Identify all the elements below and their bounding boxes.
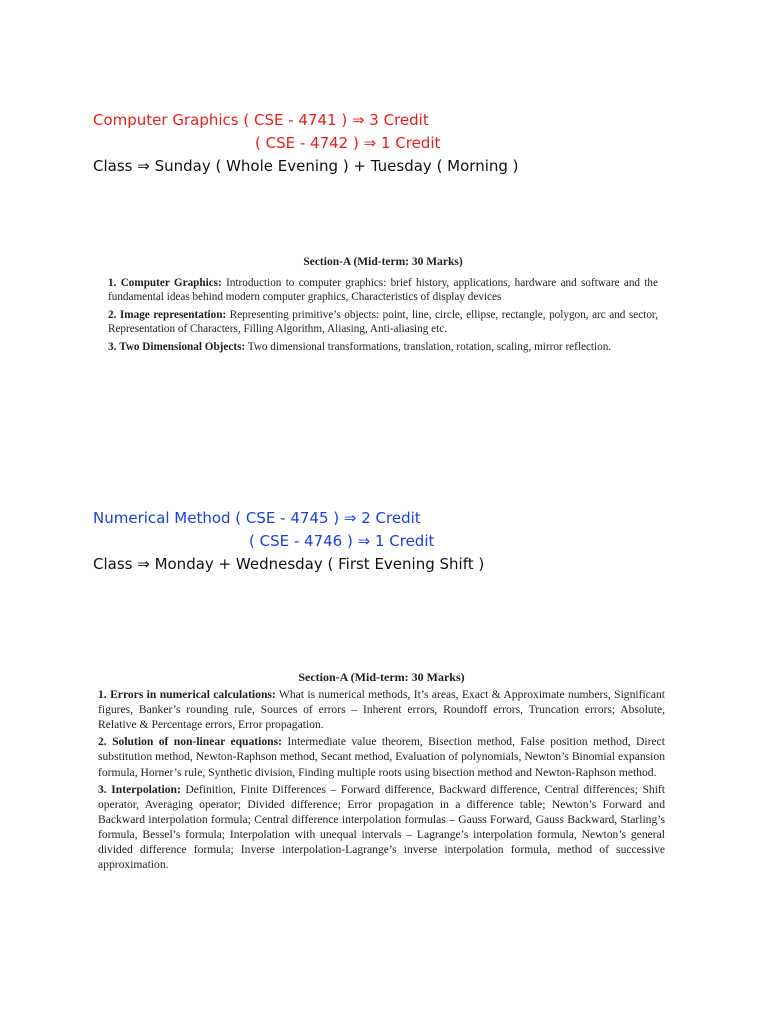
cg-section-title: Section-A (Mid-term: 30 Marks) [303, 256, 463, 268]
cg-topic-1-name: Computer Graphics: [120, 276, 222, 289]
cg-topic-1 [108, 276, 658, 305]
cg-topic-2 [108, 308, 658, 337]
cg-course-line-1: Computer Graphics ( CSE - 4741 ) ⇒ 3 Credit [93, 111, 429, 129]
cg-topic-3-number: 3. [108, 340, 117, 353]
cg-syllabus-section [108, 255, 658, 358]
cg-topic-3 [108, 340, 658, 355]
nm-topic-2-name: Solution of non-linear equations: [112, 735, 283, 749]
nm-topic-2-text: Intermediate value theorem, Bisection method, False position method, Direct substitution method, Newton-Raphson method, Secant method, Evaluation of polynomials, Newton’s Binomial expansion formula, Horner’s rule, Synthetic division, Finding multiple roots using bisection method and Newton-Raphson method. [98, 735, 665, 779]
nm-class-schedule: Class ⇒ Monday + Wednesday ( First Evening Shift ) [93, 555, 485, 573]
nm-course-line-1: Numerical Method ( CSE - 4745 ) ⇒ 2 Credit [93, 509, 421, 527]
nm-topic-1-number: 1. [98, 688, 107, 702]
cg-topic-2-name: Image representation: [119, 308, 227, 321]
nm-topic-3-number: 3. [98, 782, 107, 796]
cg-topic-2-number: 2. [108, 308, 117, 321]
cg-course-line-2: ( CSE - 4742 ) ⇒ 1 Credit [255, 134, 441, 152]
cg-topic-2-text: Representing primitive’s objects: point, line, circle, ellipse, rectangle, polygon, arc and sector, Representation of Characters, Filling Algorithm, Aliasing, Anti-aliasing etc. [108, 308, 658, 336]
nm-syllabus-section [98, 670, 665, 874]
cg-topic-1-text: Introduction to computer graphics: brief history, applications, hardware and software and the fundamental ideas behind modern computer graphics, Characteristics of display devices [108, 276, 658, 304]
numerical-method-header [93, 507, 484, 576]
cg-topic-1-number: 1. [108, 276, 117, 289]
nm-topic-2 [98, 734, 665, 779]
nm-topic-2-number: 2. [98, 735, 107, 749]
nm-section-title: Section-A (Mid-term: 30 Marks) [298, 670, 465, 684]
nm-topic-3 [98, 782, 665, 873]
nm-topic-1-name: Errors in numerical calculations: [110, 688, 276, 702]
nm-course-line-2: ( CSE - 4746 ) ⇒ 1 Credit [249, 532, 435, 550]
cg-class-schedule: Class ⇒ Sunday ( Whole Evening ) + Tuesday ( Morning ) [93, 157, 519, 175]
nm-topic-1 [98, 687, 665, 732]
nm-topic-3-text: Definition, Finite Differences – Forward difference, Backward difference, Central differences; Shift operator, Averaging operator; Divided difference; Error propagation in a difference table; Newton’s Forward and Backward interpolation formula; Central difference interpolation formulas – Gauss Forward, Gauss Backward, Starling’s formula, Bessel’s formula; Interpolation with unequal intervals – Lagrange’s interpolation formula, Newton’s general divided difference formula; Inverse interpolation-Lagrange’s inverse interpolation formula, method of successive approximation. [98, 782, 665, 872]
cg-topic-3-text: Two dimensional transformations, translation, rotation, scaling, mirror reflection. [247, 340, 612, 353]
computer-graphics-header [93, 109, 519, 178]
nm-topic-1-text: What is numerical methods, It’s areas, Exact & Approximate numbers, Significant figures, Banker’s rounding rule, Sources of errors – Inherent errors, Roundoff errors, Truncation errors; Absolute, Relative & Percentage errors, Error propagation. [98, 688, 665, 732]
nm-topic-3-name: Interpolation: [111, 782, 181, 796]
cg-topic-3-name: Two Dimensional Objects: [119, 340, 246, 353]
